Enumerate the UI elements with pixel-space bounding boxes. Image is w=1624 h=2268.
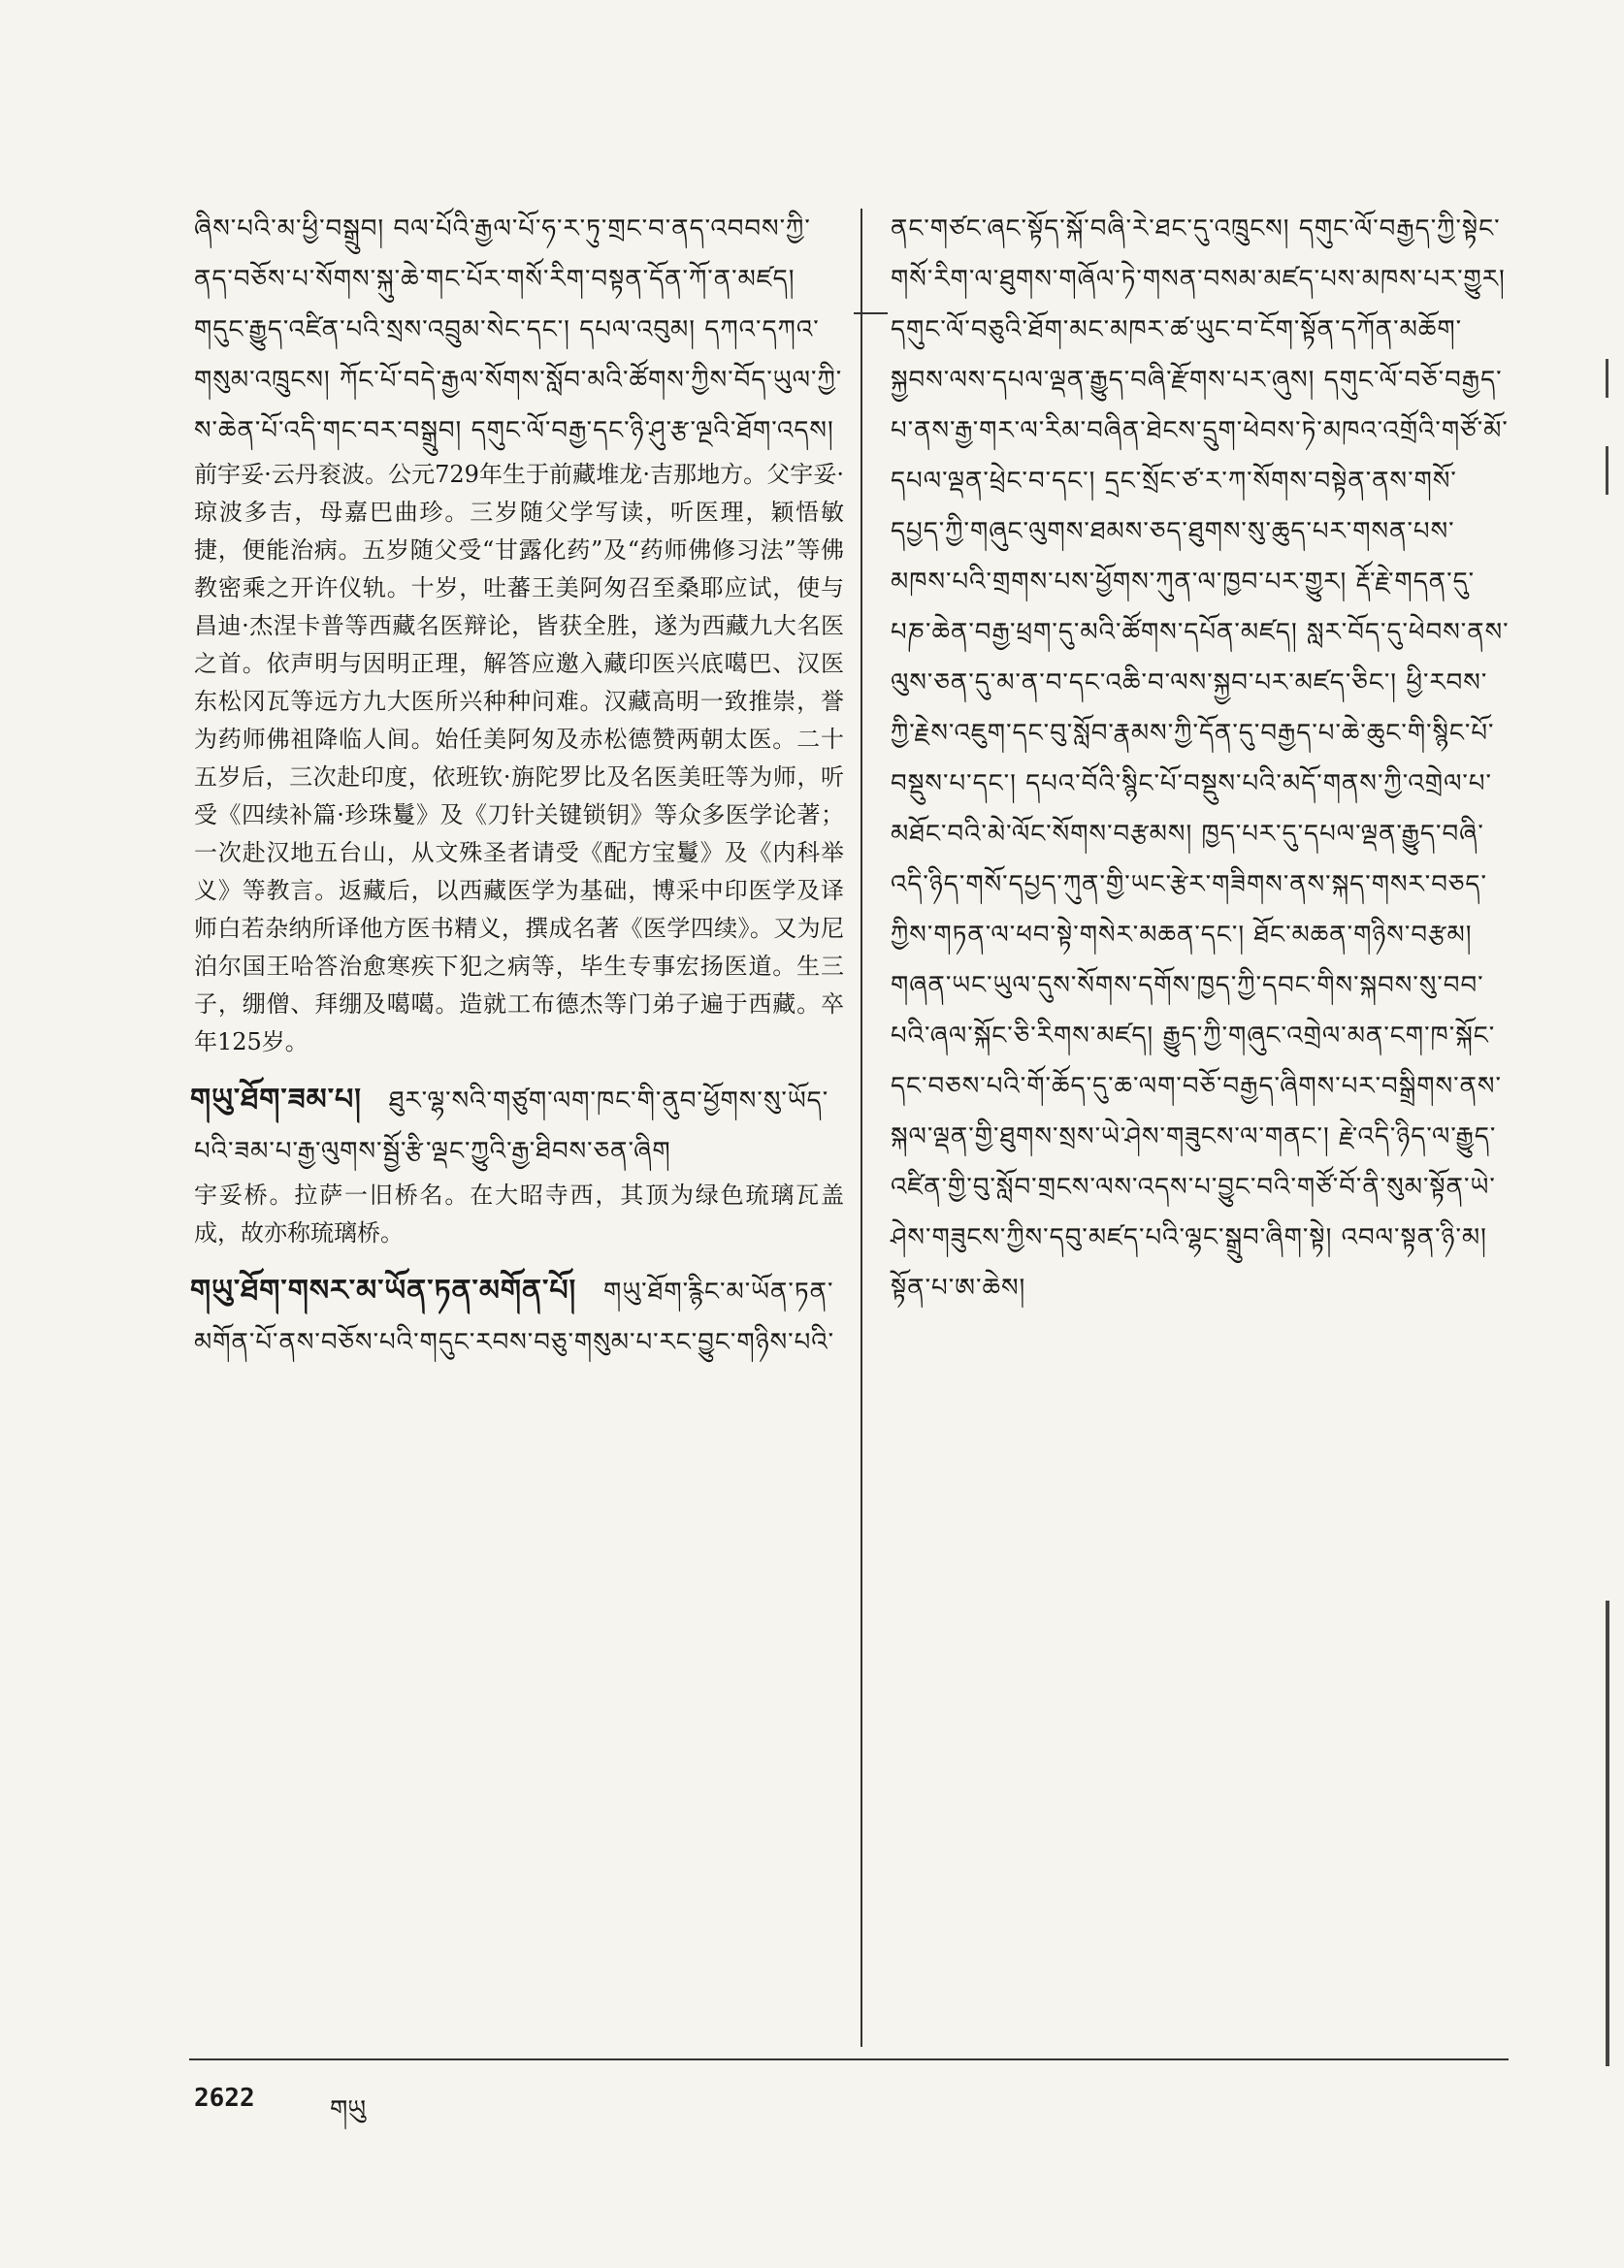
footer-rule bbox=[189, 2058, 1509, 2060]
entry2-headword: གཡུ་ཐོག་ཟམ་པ། bbox=[190, 1083, 362, 1117]
entry2-tibetan: ཐུར་ལྷ་སའི་གཙུག་ལག་ཁང་གི་ནུབ་ཕྱོགས་སུ་ཡོད་པའི་ཟམ་པ་རྒྱ་ལུགས་སྦྱོ་རྩི་ལྡང་ཀྱུའི་རྒྱ་ཐིབས་ཅན་ཞིག bbox=[194, 1086, 829, 1166]
column-divider bbox=[861, 209, 862, 2047]
right-tibetan: ནང་གཙང་ཞང་སྟོད་སྐོ་བཞི་རེ་ཐང་དུ་འཁྲུངས། དགུང་ལོ་བརྒྱད་ཀྱི་སྟེང་གསོ་རིག་ལ་ཐུགས་གཞོལ་ཏེ་གསན་བསམ་མཛད་པས་མཁས་པར་གྱུར། དགུང་ལོ་བཅུའི་ཐོག་མང་མཁར་ཚ་ཡུང་བ་ངོག་སྟོན་དཀོན་མཆོག་སྐྱབས་ལས་དཔལ་ལྡན་རྒྱུད་བཞི་རྫོགས་པར་ཞུས། དགུང་ལོ་བཅོ་བརྒྱད་པ་ནས་རྒྱ་གར་ལ་རིམ་བཞིན་ཐེངས་དྲུག་ཕེབས་ཏེ་མཁའ་འགྲོའི་གཙོ་མོ་དཔལ་ལྡན་ཕྲེང་བ་དང་། དྲང་སྲོང་ཙ་ར་ཀ་སོགས་བསྟེན་ནས་གསོ་དཔྱད་ཀྱི་གཞུང་ལུགས་ཐམས་ཅད་ཐུགས་སུ་ཆུད་པར་གསན་པས་མཁས་པའི་གྲགས་པས་ཕྱོགས་ཀུན་ལ་ཁྱབ་པར་གྱུར། རྡོ་རྗེ་གདན་དུ་པཎ་ཆེན་བརྒྱ་ཕྲག་དུ་མའི་ཚོགས་དཔོན་མཛད། སླར་བོད་དུ་ཕེབས་ནས་ལུས་ཅན་དུ་མ་ན་བ་དང་འཆི་བ་ལས་སྐྱབ་པར་མཛད་ཅིང་། ཕྱི་རབས་ཀྱི་རྗེས་འཇུག་དང་བུ་སློབ་རྣམས་ཀྱི་དོན་དུ་བརྒྱད་པ་ཆེ་ཆུང་གི་སྙིང་པོ་བསྡུས་པ་དང་། དཔའ་བོའི་སྙིང་པོ་བསྡུས་པའི་མདོ་གནས་ཀྱི་འགྲེལ་པ་མཐོང་བའི་མེ་ལོང་སོགས་བརྩམས། ཁྱད་པར་དུ་དཔལ་ལྡན་རྒྱུད་བཞི་འདི་ཉིད་གསོ་དཔྱད་ཀུན་གྱི་ཡང་རྩེར་གཟིགས་ནས་སྐད་གསར་བཅད་ཀྱིས་གཏན་ལ་ཕབ་སྟེ་གསེར་མཆན་དང་། ཐོང་མཆན་གཉིས་བརྩམ། གཞན་ཡང་ཡུལ་དུས་སོགས་དགོས་ཁྱད་ཀྱི་དབང་གིས་སྐབས་སུ་བབ་པའི་ཞལ་སྐོང་ཅི་རིགས་མཛད། རྒྱུད་ཀྱི་གཞུང་འགྲེལ་མན་ངག་ཁ་སྐོང་དང་བཅས་པའི་གོ་ཆོད་དུ་ཆ་ལག་བཅོ་བརྒྱད་ཞིགས་པར་བསྒྲིགས་ནས་སྐལ་ལྡན་གྱི་ཐུགས་སྲས་ཡེ་ཤེས་གཟུངས་ལ་གནང་། རྗེ་འདི་ཉིད་ལ་རྒྱུད་འཛིན་གྱི་བུ་སློབ་གྲངས་ལས་འདས་པ་བྱུང་བའི་གཙོ་བོ་ནི་སུམ་སྟོན་ཡེ་ཤེས་གཟུངས་ཀྱིས་དབུ་མཛད་པའི་ལྷང་སྒྲུབ་ཞིག་སྟེ། འབལ་སྟན་ཉི་མ། སྟོན་པ་ཨ་ཆེས། bbox=[891, 214, 1510, 1303]
scan-edge-mark-top bbox=[1606, 359, 1608, 398]
entry3-headword: གཡུ་ཐོག་གསར་མ་ཡོན་ཏན་མགོན་པོ། bbox=[190, 1274, 577, 1308]
entry2 bbox=[190, 1075, 844, 1177]
scan-edge-mark-mid bbox=[1606, 446, 1608, 495]
left-column bbox=[190, 204, 844, 1368]
margin-dash bbox=[854, 312, 888, 314]
entry3-tibetan: གཡུ་ཐོག་རྙིང་མ་ཡོན་ཏན་མགོན་པོ་ནས་བཅོས་པའི་གདུང་རབས་བཅུ་གསུམ་པ་རང་བྱུང་གཉིས་པའི་ bbox=[194, 1278, 835, 1357]
entry2-chinese: 宇妥桥。拉萨一旧桥名。在大昭寺西，其顶为绿色琉璃瓦盖成，故亦称琉璃桥。 bbox=[194, 1182, 844, 1247]
entry3 bbox=[190, 1266, 844, 1368]
entry1-tibetan: ཞིས་པའི་མ་ཕྱི་བསྒྲུབ། བལ་པོའི་རྒྱལ་པོ་ཧ་ར་ཏུ་གྲང་བ་ནད་འབབས་ཀྱི་ནད་བཅོས་པ་སོགས་སྐུ་ཆེ་གང་པོར་གསོ་རིག་བསྟན་དོན་ཀོ་ན་མཛད། གདུང་རྒྱུད་འཛིན་པའི་སྲས་འབྲུམ་སེང་དང་། དཔལ་འབུམ། དཀའ་དཀའ་གསུམ་འཁྲུངས། ཀོང་པོ་བདེ་རྒྱལ་སོགས་སློབ་མའི་ཚོགས་ཀྱིས་བོད་ཡུལ་ཀྱི་ས་ཆེན་པོ་འདི་གང་བར་བསྒྲུབ། དགུང་ལོ་བརྒྱ་དང་ཉི་ཤུ་རྩ་ལྔའི་ཐོག་འདས། bbox=[194, 214, 843, 445]
right-column bbox=[891, 204, 1511, 1313]
page-number: 2622 bbox=[194, 2084, 255, 2113]
scan-edge-mark bbox=[1606, 1601, 1609, 2066]
running-head: གཡུ bbox=[330, 2095, 367, 2124]
entry1-chinese: 前宇妥·云丹衮波。公元729年生于前藏堆龙·吉那地方。父宇妥·琼波多吉，母嘉巴曲珍。三岁随父学写读，听医理，颖悟敏捷，便能治病。五岁随父受“甘露化药”及“药师佛修习法”等佛教密乘之开许仪轨。十岁，吐蕃王美阿匆召至桑耶应试，使与昌迪·杰涅卡普等西藏名医辩论，皆获全胜，遂为西藏九大名医之首。依声明与因明正理，解答应邀入藏印医兴底噶巴、汉医东松冈瓦等远方九大医所兴种种问难。汉藏高明一致推崇，誉为药师佛祖降临人间。始任美阿匆及赤松德赞两朝太医。二十五岁后，三次赴印度，依班钦·旃陀罗比及名医美旺等为师，听受《四续补篇·珍珠鬘》及《刀针关键锁钥》等众多医学论著；一次赴汉地五台山，从文殊圣者请受《配方宝鬘》及《内科举义》等教言。返藏后，以西藏医学为基础，博采中印医学及译师白若杂纳所译他方医书精义，撰成名著《医学四续》。又为尼泊尔国王哈答治愈寒疾下犯之病等，毕生专事宏扬医道。生三子，绷僧、拜绷及噶噶。造就工布德杰等门弟子遍于西藏。卒年125岁。 bbox=[194, 461, 844, 1055]
